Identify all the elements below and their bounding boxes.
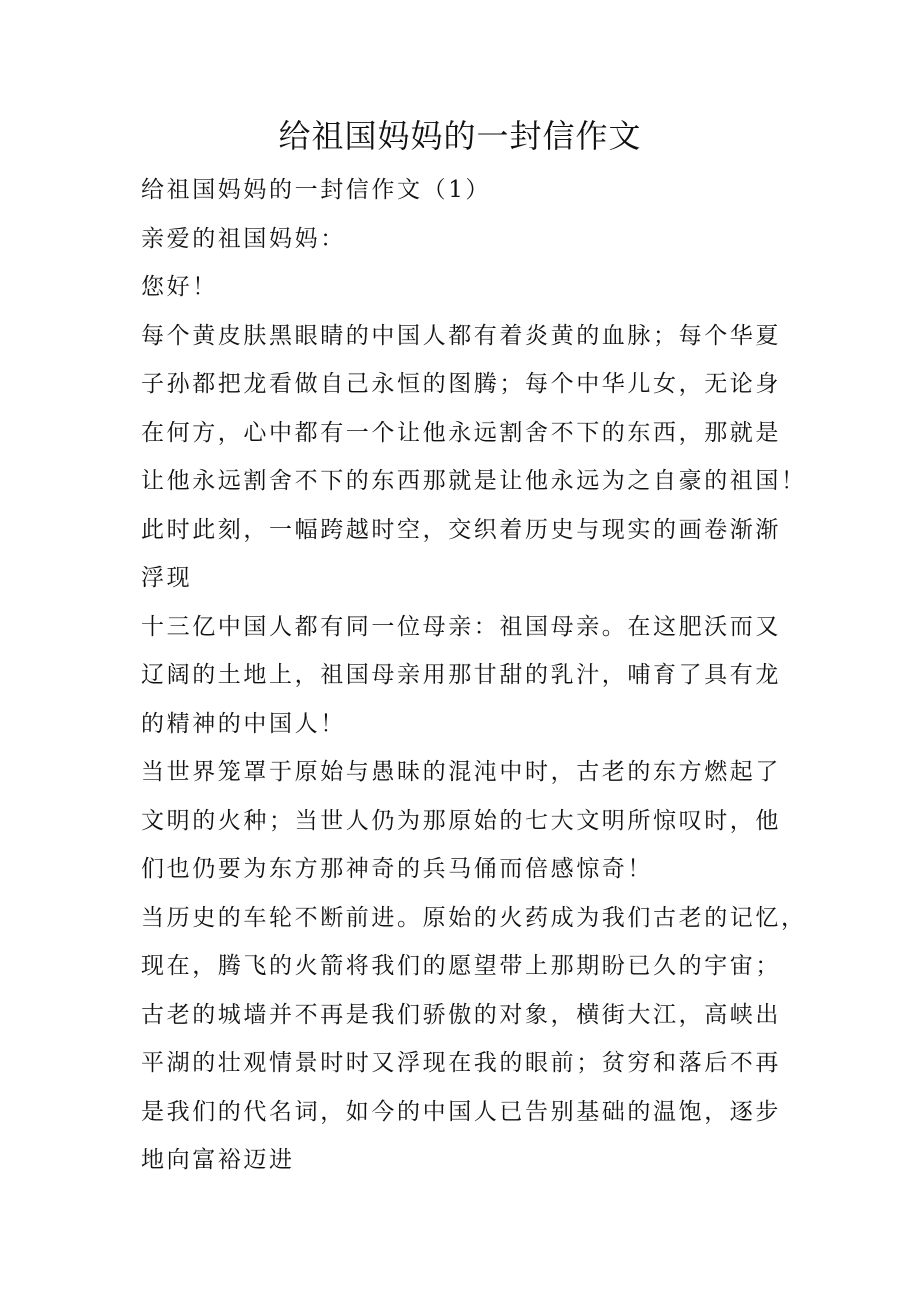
text-line: 当历史的车轮不断前进。原始的火药成为我们古老的记忆， (141, 904, 807, 931)
text-line: 此时此刻，一幅跨越时空，交织着历史与现实的画卷渐渐 (141, 516, 781, 543)
text-line: 平湖的壮观情景时时又浮现在我的眼前；贫穷和落后不再 (141, 1050, 781, 1076)
document-body (141, 166, 807, 1185)
text-line: 们也仍要为东方那神奇的兵马俑而倍感惊奇！ (141, 856, 653, 882)
text-line: 亲爱的祖国妈妈： (141, 225, 346, 252)
text-line: 当世界笼罩于原始与愚昧的混沌中时，古老的东方燃起了 (141, 759, 781, 785)
text-line: 文明的火种；当世人仍为那原始的七大文明所惊叹时，他 (141, 807, 781, 834)
text-line: 浮现 (141, 565, 193, 591)
text-line: 十三亿中国人都有同一位母亲：祖国母亲。在这肥沃而又 (141, 613, 781, 640)
text-line: 的精神的中国人！ (141, 710, 346, 737)
text-line: 让他永远割舍不下的东西那就是让他永远为之自豪的祖国！ (141, 468, 807, 494)
text-line: 是我们的代名词，如今的中国人已告别基础的温饱，逐步 (141, 1098, 781, 1125)
text-line: 在何方，心中都有一个让他永远割舍不下的东西，那就是 (141, 419, 781, 446)
text-line: 地向富裕迈进 (141, 1147, 295, 1173)
text-line: 辽阔的土地上，祖国母亲用那甘甜的乳汁，哺育了具有龙 (141, 662, 781, 688)
text-line: 每个黄皮肤黑眼睛的中国人都有着炎黄的血脉；每个华夏 (141, 322, 781, 349)
text-line: 古老的城墙并不再是我们骄傲的对象，横街大江，高峡出 (141, 1001, 781, 1028)
text-line: 给祖国妈妈的一封信作文（1） (141, 177, 492, 203)
text-line: 子孙都把龙看做自己永恒的图腾；每个中华儿女，无论身 (141, 371, 781, 397)
text-line: 您好！ (141, 274, 218, 300)
text-line: 现在，腾飞的火箭将我们的愿望带上那期盼已久的宇宙； (141, 953, 781, 979)
document-title: 给祖国妈妈的一封信作文 (278, 117, 642, 155)
